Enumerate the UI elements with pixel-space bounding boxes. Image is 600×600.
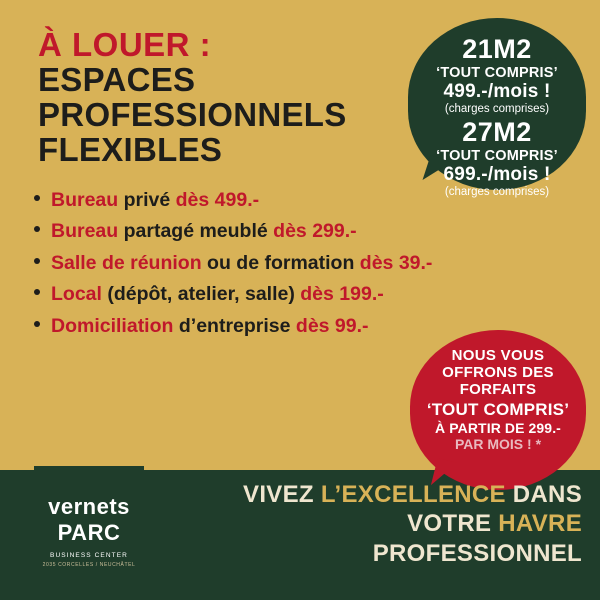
promo-line-2: OFFRONS DES [442, 363, 554, 381]
logo [34, 466, 144, 578]
headline-line-1: À LOUER : [38, 26, 212, 63]
headline-line-3: PROFESSIONNELS [38, 95, 347, 133]
list-item-detail: ou de formation [207, 251, 355, 274]
tagline-line-1 [202, 480, 582, 509]
headline-line-2: ESPACES [38, 60, 196, 98]
bubble-green-included-2: ‘TOUT COMPRIS’ [436, 148, 558, 164]
list-item-title: Bureau [51, 189, 119, 211]
tagline-1b: L’EXCELLENCE [320, 481, 506, 509]
list-item-detail: partagé meublé [123, 220, 268, 243]
logo-subtitle: BUSINESS CENTER [50, 552, 128, 559]
bubble-green-charges-2: (charges comprises) [444, 186, 550, 198]
list-item-title: Local [51, 283, 102, 306]
promo-line-4: ‘TOUT COMPRIS’ [426, 400, 570, 420]
logo-name-line-2: PARC [57, 520, 121, 545]
bubble-green-charges-1: (charges comprises) [444, 103, 550, 115]
list-item-price: dès 499.- [175, 189, 260, 211]
page-title [38, 28, 438, 168]
list-item-detail: privé [123, 189, 171, 211]
promo-line-5: À PARTIR DE 299.- [435, 420, 561, 437]
list-item [34, 219, 504, 243]
bubble-green-included-1: ‘TOUT COMPRIS’ [436, 65, 558, 81]
list-item-price: dès 199.- [300, 283, 384, 306]
bullet-dot-icon [34, 195, 40, 201]
promo-line-1: NOUS VOUS [451, 347, 545, 364]
bubble-green-size-1: 21M2 [462, 34, 532, 64]
list-item [34, 251, 504, 275]
tagline-1a: VIVEZ [243, 481, 321, 509]
promo-bubble-red [410, 330, 586, 490]
list-item-title: Bureau [51, 220, 119, 243]
tagline-2b: HAVRE [498, 510, 582, 538]
offer-list [34, 188, 504, 345]
bullet-dot-icon [34, 258, 40, 264]
bubble-green-size-2: 27M2 [462, 117, 532, 147]
bullet-dot-icon [34, 289, 40, 295]
list-item-title: Salle de réunion [51, 251, 202, 274]
logo-name-line-1: vernets [48, 494, 130, 519]
list-item [34, 314, 504, 338]
list-item-price: dès 299.- [273, 220, 357, 243]
list-item-detail: d’entreprise [178, 314, 291, 337]
tagline [202, 480, 582, 568]
list-item [34, 282, 504, 306]
list-item-price: dès 99.- [295, 314, 369, 337]
bullet-dot-icon [34, 321, 40, 327]
tagline-2c: PROFESSIONNEL [372, 539, 582, 567]
list-item-title: Domiciliation [51, 314, 174, 337]
tagline-line-2 [202, 509, 582, 568]
promo-line-3: FORFAITS [459, 380, 537, 398]
list-item-detail: (dépôt, atelier, salle) [107, 283, 295, 306]
bullet-dot-icon [34, 226, 40, 232]
price-bubble-green [408, 18, 586, 198]
tagline-2a: VOTRE [407, 510, 499, 538]
bubble-green-price-2: 699.-/mois ! [443, 164, 551, 185]
logo-address: 2035 CORCELLES / NEUCHÂTEL [42, 562, 136, 568]
tagline-1c: DANS [505, 481, 582, 509]
headline-line-4: FLEXIBLES [38, 130, 223, 168]
bubble-green-price-1: 499.-/mois ! [443, 81, 551, 102]
list-item-price: dès 39.- [359, 251, 433, 274]
promo-line-6: PAR MOIS ! * [454, 436, 542, 453]
